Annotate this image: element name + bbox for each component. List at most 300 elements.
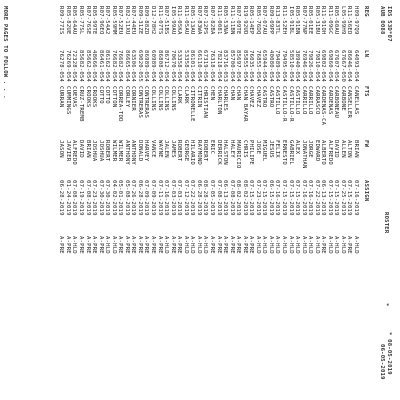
cell-firstname: PHILIPE xyxy=(248,140,255,165)
cell-date: 07-22-2019 xyxy=(189,180,196,216)
cell-lastname: CHAN xyxy=(235,86,242,101)
header-ident-a: IDS 53D*07 xyxy=(386,6,392,42)
cell-firstname: WILMER xyxy=(117,140,124,162)
cell-firstname: GABRIEL xyxy=(287,140,294,165)
cell-ln: 63506-054 xyxy=(130,50,137,83)
cell-date: 07-08-2019 xyxy=(228,180,235,216)
cell-date: 07-16-2019 xyxy=(163,180,170,216)
cell-lastname: CANELLAS xyxy=(353,86,359,115)
cell-status: A-PRE xyxy=(228,236,235,254)
cell-firstname: WILMER xyxy=(110,140,117,162)
cell-firstname: ALFREDO xyxy=(71,140,78,165)
cell-firstname: DONALD xyxy=(136,140,143,162)
table-row xyxy=(313,0,320,400)
cell-lastname: CONTRERAS xyxy=(143,86,150,119)
cell-ln: 72328-054 xyxy=(71,50,78,83)
cell-date: 08-02-2019 xyxy=(241,180,248,216)
cell-firstname: WAYNE xyxy=(156,140,163,158)
cell-ln: 85855-054 xyxy=(241,50,248,83)
cell-reg: R11-56ED xyxy=(346,6,353,35)
cell-ln: 83716-053 xyxy=(222,50,229,83)
cell-ln: 76278-054 xyxy=(58,50,65,83)
cell-status: A-HLD xyxy=(202,236,209,254)
cell-ln: 69020-055 xyxy=(136,50,143,83)
cell-ln: 79810-054 xyxy=(313,50,320,83)
cell-status: A-PRE xyxy=(78,236,85,254)
cell-firstname: ERNESTO xyxy=(280,140,287,165)
cell-reg: R11-52EH xyxy=(280,6,287,35)
cell-lastname: CARBONE xyxy=(339,86,346,111)
cell-lastname: CLARK xyxy=(176,86,183,104)
cell-date: 07-30-2019 xyxy=(104,180,111,216)
table-row xyxy=(97,0,104,400)
cell-ln: 60989-054 xyxy=(150,50,157,83)
cell-reg: R13-83TL xyxy=(274,6,281,35)
cell-lastname: CUMMINGS xyxy=(64,86,71,115)
cell-ln: 76318-054 xyxy=(208,50,215,83)
cell-status: A-HLD xyxy=(189,236,196,254)
table-row xyxy=(274,0,281,400)
cell-lastname: CHAVEZ xyxy=(248,86,255,108)
cell-reg: R05-13AU xyxy=(189,6,196,35)
cell-date: 07-16-2019 xyxy=(274,180,281,216)
cell-ln: 86046-054 xyxy=(346,50,353,83)
cell-lastname: CHAN BAYAR xyxy=(241,86,248,122)
cell-date: 04-02-2019 xyxy=(110,180,117,216)
cell-date: 07-03-2019 xyxy=(176,180,183,216)
cell-date: 07-12-2019 xyxy=(182,180,189,216)
table-row xyxy=(300,0,307,400)
cell-lastname: CASTRO xyxy=(261,86,268,108)
cell-status: A-HLD xyxy=(333,236,340,254)
table-row xyxy=(123,0,130,400)
cell-reg: I05-99AU xyxy=(169,6,176,35)
cell-lastname: COLLINS xyxy=(163,86,170,111)
column-header-fw: FW xyxy=(363,140,369,148)
table-row xyxy=(248,0,255,400)
cell-date: 07-15-2019 xyxy=(280,180,287,216)
cell-firstname: HALEY xyxy=(228,140,235,158)
cell-ln: 85662-054 xyxy=(84,50,91,83)
cell-lastname: CLARK xyxy=(182,86,189,104)
table-row xyxy=(130,0,137,400)
cell-reg: R07-77NP xyxy=(300,6,307,35)
cell-ln: 58510-054 xyxy=(287,50,294,83)
table-row xyxy=(84,0,91,400)
cell-reg: R05-82UE xyxy=(64,6,71,35)
cell-firstname: JALEN xyxy=(163,140,170,158)
table-row xyxy=(254,0,261,400)
cell-status: A-PRE xyxy=(241,236,248,254)
cell-status: A-PRE xyxy=(215,236,222,254)
header-date-secondary: 06-05-2019 xyxy=(379,344,385,380)
cell-ln: 67667-050 xyxy=(339,50,346,83)
cell-firstname: ALEX xyxy=(294,140,301,155)
table-row xyxy=(228,0,235,400)
cell-ln: 67607-054 xyxy=(333,50,340,83)
cell-lastname: CRUZ-TREMB xyxy=(78,86,85,122)
cell-firstname: JOSHUA xyxy=(97,140,104,162)
cell-date: 07-15-2019 xyxy=(287,180,294,216)
table-row xyxy=(241,0,248,400)
table-row xyxy=(215,0,222,400)
table-row xyxy=(202,0,209,400)
column-header-row xyxy=(362,0,369,400)
cell-lastname: CORLEY xyxy=(123,86,130,108)
header-date: * 08-05-2019 xyxy=(386,332,392,375)
cell-lastname: CROOKS xyxy=(84,86,91,108)
cell-reg: L05-99H9 xyxy=(339,6,346,35)
table-row xyxy=(156,0,163,400)
cell-ln: 86101-054 xyxy=(189,50,196,83)
cell-status: A-HLD xyxy=(313,236,320,254)
cell-reg: R05-01EE xyxy=(307,6,314,35)
cell-firstname: ANTHONY xyxy=(123,140,130,165)
roster-table xyxy=(58,0,359,400)
cell-date: 06-28-2019 xyxy=(136,180,143,216)
cell-date: 07-22-2019 xyxy=(313,180,320,216)
cell-status: A-PRE xyxy=(169,236,176,254)
cell-reg: R05-77SL xyxy=(78,6,85,35)
cell-status: A-PRE xyxy=(84,236,91,254)
cell-date: 07-16-2019 xyxy=(300,180,307,216)
cell-status: A-HLD xyxy=(261,236,268,254)
cell-lastname: CASTILLO-R xyxy=(280,86,287,122)
table-row xyxy=(333,0,340,400)
cell-firstname: CHRIS xyxy=(241,140,248,158)
cell-date: 07-09-2019 xyxy=(143,180,150,216)
cell-reg: R07-51BS xyxy=(163,6,170,35)
cell-reg: R07-12PS xyxy=(202,6,209,35)
cell-lastname: CHAN xyxy=(228,86,235,101)
cell-ln: 76855-054 xyxy=(254,50,261,83)
cell-status: A-HLD xyxy=(280,236,287,254)
cell-ln: 76682-054 xyxy=(117,50,124,83)
cell-date: 07-15-2019 xyxy=(326,180,333,216)
table-row xyxy=(163,0,170,400)
cell-ln: 64093-054 xyxy=(353,50,359,83)
cell-firstname: RAYMOND xyxy=(195,140,202,165)
table-row xyxy=(117,0,124,400)
cell-lastname: CARDENAS-CA xyxy=(320,86,327,126)
cell-firstname: MIGUEL xyxy=(261,140,268,162)
cell-date: 05-01-2019 xyxy=(117,180,124,216)
cell-lastname: CHARLES xyxy=(222,86,229,111)
cell-reg: R05-60AU xyxy=(333,6,340,35)
cell-lastname: CHARLTON xyxy=(215,86,222,115)
cell-reg: I05-91BL xyxy=(287,6,294,35)
cell-status: A-HLD xyxy=(71,236,78,254)
cell-date: 07-03-2019 xyxy=(169,180,176,216)
cell-ln: 85700-054 xyxy=(228,50,235,83)
cell-ln: 53358-054 xyxy=(182,50,189,83)
cell-status: A-HLD xyxy=(163,236,170,254)
header-title: ROSTER xyxy=(383,212,389,234)
cell-reg: R11-91OH xyxy=(320,6,327,35)
cell-status: A-PRE xyxy=(91,236,98,254)
cell-date: 07-23-2019 xyxy=(254,180,261,216)
cell-status: A-PRE xyxy=(130,236,137,254)
cell-reg: R05-59MM xyxy=(110,6,117,35)
cell-ln: 53358-054 xyxy=(176,50,183,83)
table-row xyxy=(222,0,229,400)
table-row xyxy=(58,0,65,400)
cell-status: A-PRE xyxy=(150,236,157,254)
cell-status: A-PRE xyxy=(208,236,215,254)
cell-status: A-HLD xyxy=(267,236,274,254)
cell-reg: R11-09GC xyxy=(326,6,333,35)
cell-reg: R11-05AU xyxy=(182,6,189,35)
cell-date: 06-28-2019 xyxy=(58,180,65,216)
cell-ln: 76682-054 xyxy=(110,50,117,83)
cell-lastname: CASTILLO xyxy=(274,86,281,115)
cell-date: 07-25-2019 xyxy=(339,180,346,216)
cell-ln: 76035-054 xyxy=(248,50,255,83)
cell-status: A-PRE xyxy=(176,236,183,254)
cell-ln: 86162-054 xyxy=(104,50,111,83)
cell-reg: R07-09TE xyxy=(235,6,242,35)
cell-ln: 85697-054 xyxy=(235,50,242,83)
cell-date: 07-15-2019 xyxy=(346,180,353,216)
cell-date: 07-16-2019 xyxy=(353,180,359,216)
cell-reg: R07-44EU xyxy=(130,6,137,35)
cell-lastname: CARBONEAU xyxy=(333,86,340,119)
cell-lastname: CHEN xyxy=(208,86,215,101)
cell-date: 07-08-2019 xyxy=(84,180,91,216)
cell-lastname: CASTILLO-R xyxy=(287,86,294,122)
cell-reg: R05-64AU xyxy=(71,6,78,35)
cell-status: A-PRE xyxy=(156,236,163,254)
cell-firstname: MAURICIO xyxy=(235,140,242,169)
cell-date: 07-15-2019 xyxy=(248,180,255,216)
cell-firstname: JESUS xyxy=(267,140,274,158)
column-header-fts: FTS xyxy=(363,86,369,97)
cell-lastname: CARRILLO xyxy=(307,86,314,115)
cell-firstname: JORGE xyxy=(307,140,314,158)
cell-reg: R11-11BN xyxy=(228,6,235,35)
cell-lastname: CASTRO xyxy=(267,86,274,108)
cell-ln: 86989-054 xyxy=(143,50,150,83)
cell-firstname: VANCE xyxy=(150,140,157,158)
cell-firstname: ERIC xyxy=(208,140,215,155)
cell-reg: R07-82BA xyxy=(208,6,215,35)
cell-reg: R07-96EO xyxy=(97,6,104,35)
table-row xyxy=(235,0,242,400)
cell-lastname: CUEVAS xyxy=(71,86,78,108)
cell-firstname: HALSTON xyxy=(222,140,229,165)
cell-status: A-HLD xyxy=(353,236,359,254)
table-row xyxy=(71,0,78,400)
cell-status: A-HLD xyxy=(294,236,301,254)
cell-reg: R07-52EU xyxy=(117,6,124,35)
cell-reg: H09-97Q9 xyxy=(353,6,359,35)
cell-reg: R05-53NA xyxy=(222,6,229,35)
cell-firstname: JONATHAN xyxy=(300,140,307,169)
cell-date: 08-28-2019 xyxy=(202,180,209,216)
cell-ln: 76269-054 xyxy=(64,50,71,83)
table-row xyxy=(91,0,98,400)
cell-lastname: CITRONELLE xyxy=(189,86,196,122)
cell-firstname: DAVID xyxy=(333,140,340,158)
cell-date: 07-08-2019 xyxy=(215,180,222,216)
table-row xyxy=(326,0,333,400)
cell-ln: 70670-054 xyxy=(169,50,176,83)
cell-lastname: COLLINS xyxy=(150,86,157,111)
cell-ln: 86665-054 xyxy=(123,50,130,83)
cell-status: A-PRE xyxy=(143,236,150,254)
cell-date: 06-28-2019 xyxy=(195,180,202,216)
cell-status: A-HLD xyxy=(300,236,307,254)
cell-lastname: CARDENAS xyxy=(326,86,333,115)
table-row xyxy=(104,0,111,400)
cell-status: A-PRE xyxy=(123,236,130,254)
table-row xyxy=(176,0,183,400)
cell-reg: R09-09PP xyxy=(267,6,274,35)
cell-firstname: DAVID xyxy=(78,140,85,158)
cell-lastname: CHRISTIAN xyxy=(202,86,209,119)
cell-date: 05-08-2019 xyxy=(123,180,130,216)
cell-reg: R05-76DQ xyxy=(254,6,261,35)
cell-status: A-HLD xyxy=(287,236,294,254)
cell-reg: R05-14EP xyxy=(248,6,255,35)
cell-status: A-PRE xyxy=(117,236,124,254)
cell-date: 07-19-2019 xyxy=(78,180,85,216)
cell-lastname: CARRASCO xyxy=(313,86,320,115)
cell-ln: 79826-054 xyxy=(307,50,314,83)
cell-date: 07-09-2019 xyxy=(150,180,157,216)
cell-lastname: CROOKS xyxy=(91,86,98,108)
table-row xyxy=(150,0,157,400)
cell-status: A-HLD xyxy=(307,236,314,254)
cell-ln: 69802-054 xyxy=(320,50,327,83)
column-header-reg: REG xyxy=(363,6,369,17)
cell-ln: 66110-054 xyxy=(195,50,202,83)
cell-firstname: BRIAN xyxy=(84,140,91,158)
table-row xyxy=(294,0,301,400)
cell-status: A-PRE xyxy=(64,236,71,254)
cell-ln: 76946-054 xyxy=(300,50,307,83)
column-header-assign: ASSIGN xyxy=(363,180,369,202)
cell-lastname: CARRILLO xyxy=(300,86,307,115)
cell-firstname: ALLEN xyxy=(339,140,346,158)
table-row xyxy=(136,0,143,400)
cell-reg: R07-54A2 xyxy=(104,6,111,35)
cell-firstname: ANTHONY xyxy=(130,140,137,165)
table-row xyxy=(77,0,84,400)
cell-status: A-HLD xyxy=(182,236,189,254)
cell-firstname: JAVIER xyxy=(64,140,71,162)
cell-lastname: COLLINS xyxy=(169,86,176,111)
cell-firstname: ALBERTO xyxy=(320,140,327,165)
cell-status: A-PRE xyxy=(235,236,242,254)
table-row xyxy=(267,0,274,400)
cell-status: A-PRE xyxy=(248,236,255,254)
cell-firstname: DERRICK xyxy=(215,140,222,165)
cell-reg: R05-31BU xyxy=(313,6,320,35)
footer-note: MORE PAGES TO FOLLOW . . . xyxy=(2,6,8,99)
cell-reg: R19-92UD xyxy=(241,6,248,35)
table-row xyxy=(352,0,359,400)
cell-reg: D12-78H2 xyxy=(150,6,157,35)
cell-reg: R07-76SE xyxy=(84,6,91,35)
cell-firstname: ROBERT xyxy=(176,140,183,162)
cell-ln: 85682-054 xyxy=(78,50,85,83)
cell-reg: R07-83WA xyxy=(195,6,202,35)
cell-lastname: COLLINS xyxy=(156,86,163,111)
cell-lastname: COTTON xyxy=(110,86,117,108)
cell-firstname: ALTON xyxy=(346,140,353,158)
cell-status: A-PRE xyxy=(136,236,143,254)
cell-date: 07-23-2019 xyxy=(91,180,98,216)
cell-status: A-HLD xyxy=(195,236,202,254)
table-row xyxy=(189,0,196,400)
cell-date: 07-26-2019 xyxy=(130,180,137,216)
cell-firstname: HARVEY xyxy=(143,140,150,162)
cell-ln: 86712-054 xyxy=(163,50,170,83)
cell-date: 06-13-2019 xyxy=(320,180,327,216)
cell-status: A-HLD xyxy=(274,236,281,254)
table-row xyxy=(307,0,314,400)
cell-reg: R11-07TS xyxy=(156,6,163,35)
table-row xyxy=(339,0,346,400)
cell-date: 06-13-2019 xyxy=(222,180,229,216)
cell-reg: R07-07AU xyxy=(261,6,268,35)
cell-date: 07-30-2019 xyxy=(97,180,104,216)
cell-status: A-PRE xyxy=(320,236,327,254)
table-row xyxy=(346,0,353,400)
cell-date: 07-08-2019 xyxy=(71,180,78,216)
cell-status: A-PRE xyxy=(346,236,353,254)
table-row xyxy=(320,0,327,400)
cell-reg: R05-91BN xyxy=(294,6,301,35)
cell-firstname: ALFREDO xyxy=(326,140,333,165)
cell-lastname: CANSELLER xyxy=(346,86,353,119)
cell-reg: R05-99TE xyxy=(91,6,98,35)
cell-status: A-HLD xyxy=(104,236,111,254)
header-star: * xyxy=(383,303,389,307)
cell-firstname: GEORGE xyxy=(182,140,189,162)
cell-reg: R09-88ZD xyxy=(143,6,150,35)
table-row xyxy=(261,0,268,400)
cell-lastname: CURRAN xyxy=(58,86,65,108)
cell-date: 07-15-2019 xyxy=(261,180,268,216)
cell-lastname: CITRIN xyxy=(195,86,202,108)
cell-lastname: CORREA-TOD xyxy=(117,86,124,122)
cell-ln: 79495-054 xyxy=(280,50,287,83)
cell-reg: R11-0081 xyxy=(215,6,222,35)
cell-firstname: ROBERT xyxy=(202,140,209,162)
column-header-ln: LN xyxy=(363,50,369,58)
cell-lastname: COTTO xyxy=(97,86,104,104)
cell-ln: 38940-054 xyxy=(294,50,301,83)
cell-reg: R11-05KA xyxy=(176,6,183,35)
cell-reg: R02-11XU xyxy=(123,6,130,35)
table-row xyxy=(64,0,71,400)
cell-firstname: JOSHUA xyxy=(91,140,98,162)
cell-status: A-HLD xyxy=(339,236,346,254)
cell-ln: 69860-054 xyxy=(326,50,333,83)
cell-ln: 40080-054 xyxy=(267,50,274,83)
cell-ln: 48666-054 xyxy=(91,50,98,83)
cell-date: 07-15-2019 xyxy=(294,180,301,216)
table-row xyxy=(195,0,202,400)
cell-ln: 67319-054 xyxy=(202,50,209,83)
cell-lastname: CASTILLO xyxy=(294,86,301,115)
table-row xyxy=(208,0,215,400)
table-row xyxy=(182,0,189,400)
cell-firstname: JOSE xyxy=(254,140,261,155)
cell-status: A-PRE xyxy=(58,236,65,254)
